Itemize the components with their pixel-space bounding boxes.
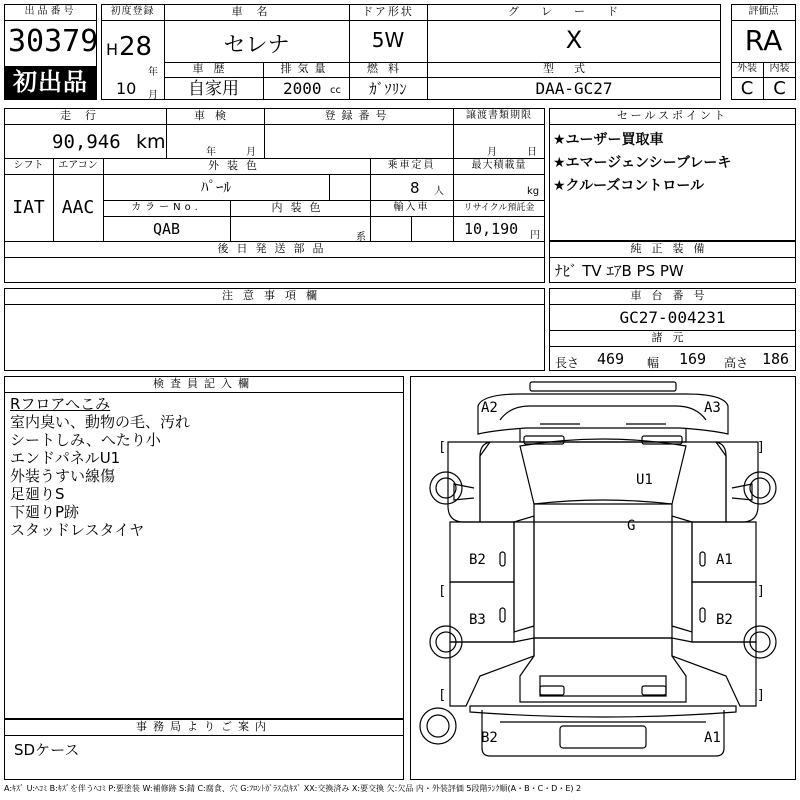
inspector-line: 足廻りS <box>10 485 65 503</box>
sales-point-2: ★エマージェンシーブレーキ <box>553 155 732 171</box>
dims-label: 諸元 <box>651 331 694 344</box>
door-label: ドア形状 <box>362 5 414 18</box>
car-outline <box>410 376 796 780</box>
inspection-year-unit: 年 <box>206 147 216 158</box>
notes-label: 注意事項欄 <box>222 289 327 302</box>
mark-front-right: A3 <box>704 400 721 416</box>
mark-rear-right: A1 <box>704 730 721 746</box>
capacity-label: 乗車定員 <box>387 160 436 171</box>
sales-point-3: ★クルーズコントロール <box>553 178 705 194</box>
door-type: 5W <box>371 28 405 52</box>
history: 自家用 <box>188 79 239 99</box>
int-color-label: 内装色 <box>271 201 329 214</box>
lot-label: 出品番号 <box>24 6 77 17</box>
width-label: 幅 <box>647 356 660 370</box>
chassis-label: 車台番号 <box>630 289 715 302</box>
equipment-value: ﾅﾋﾞ TV ｴｱB PS PW <box>555 262 684 280</box>
exterior-label: 外装 <box>737 63 757 74</box>
mark-right-front-door: A1 <box>716 552 733 568</box>
era: H <box>106 40 119 59</box>
color-no: QAB <box>152 220 181 238</box>
chassis-number: GC27-004231 <box>619 308 726 327</box>
max-load-unit: kg <box>527 186 540 197</box>
ext-color: ﾊﾟｰﾙ <box>200 178 231 196</box>
width: 169 <box>679 350 707 368</box>
mark-hood: U1 <box>636 472 653 488</box>
score-label: 評価点 <box>748 6 779 17</box>
equipment-label: 純正装備 <box>630 242 715 255</box>
inspector-line: Rフロアへこみ <box>10 395 111 413</box>
capacity-unit: 人 <box>434 186 444 197</box>
inspector-line: エンドパネルU1 <box>10 449 121 467</box>
inspector-line: 室内臭い、動物の毛、汚れ <box>10 413 191 431</box>
import-label: 輸入車 <box>393 202 430 213</box>
shift: IAT <box>12 197 45 218</box>
mark-windshield: G <box>627 518 636 534</box>
bracket-right-mid: ] <box>758 584 764 599</box>
ext-color-label: 外装色 <box>208 159 265 172</box>
bracket-right-rear: ] <box>758 688 764 703</box>
mark-left-rear-door: B3 <box>469 612 486 628</box>
exterior-grade: C <box>740 78 754 99</box>
mark-front-left: A2 <box>481 400 498 416</box>
bracket-right-front: ] <box>758 440 764 455</box>
mark-left-front-door: B2 <box>469 552 486 568</box>
legend: A:ｷｽﾞ U:ﾍｺﾐ B:ｷｽﾞを伴うﾍｺﾐ P:要塗装 W:補修跡 S:錆 C:腐食、穴 G:ﾌﾛﾝﾄｶﾞﾗｽ点ｷｽﾞ XX:交換済み X:要交換 欠:欠品 内・外装評価 5段階ﾗﾝｸ順(A・B・C・D・E) 2 <box>4 784 582 793</box>
height-label: 高さ <box>724 356 749 370</box>
history-label: 車歴 <box>192 62 235 75</box>
office-label: 事務局よりご案内 <box>136 720 272 733</box>
bracket-left-mid: [ <box>440 584 446 599</box>
lot-number: 30379 <box>8 24 99 59</box>
first-reg-label: 初度登録 <box>110 6 155 17</box>
bracket-left-front: [ <box>440 440 446 455</box>
registration-label: 登録番号 <box>324 109 393 122</box>
car-name-label: 車名 <box>231 5 282 18</box>
transfer-doc-label: 譲渡書類期限 <box>466 110 532 121</box>
grade-label: グレード <box>508 5 640 18</box>
inspector-line: シートしみ、へたり小 <box>10 431 161 449</box>
month-unit: 月 <box>148 90 158 101</box>
recycle-unit: 円 <box>530 230 540 241</box>
mileage: 90,946 <box>52 131 121 153</box>
model-code: DAA-GC27 <box>535 79 613 98</box>
sales-points-label: セールスポイント <box>616 109 728 122</box>
mark-right-rear-door: B2 <box>716 612 733 628</box>
inspection-month-unit: 月 <box>246 147 256 158</box>
inspector-line: 下廻りP跡 <box>10 503 80 521</box>
year-unit: 年 <box>148 67 158 78</box>
model-code-label: 型式 <box>543 62 605 75</box>
length: 469 <box>597 350 625 368</box>
inspector-line: スタッドレスタイヤ <box>10 521 145 539</box>
reg-year: 28 <box>119 32 153 62</box>
shift-label: シフト <box>13 160 44 171</box>
inspector-line: 外装うすい線傷 <box>10 467 116 485</box>
length-label: 長さ <box>555 356 580 370</box>
grade: X <box>565 26 583 54</box>
fuel-label: 燃料 <box>367 62 409 75</box>
car-name: セレナ <box>223 33 290 58</box>
mileage-unit: km <box>136 131 166 153</box>
bracket-left-rear: [ <box>440 688 446 703</box>
ac: AAC <box>61 197 95 218</box>
transfer-day-unit: 日 <box>527 147 537 158</box>
inspector-label: 検査員記入欄 <box>153 377 255 390</box>
displacement: 2000 <box>283 79 322 98</box>
score: RA <box>744 24 783 57</box>
interior-label: 内装 <box>769 63 790 74</box>
recycle: 10,190 <box>464 220 519 238</box>
fuel: ｶﾞｿﾘﾝ <box>369 80 407 98</box>
inspection-label: 車検 <box>194 109 236 122</box>
capacity: 8 <box>410 179 420 197</box>
office-line: SDケース <box>14 741 80 759</box>
mileage-label: 走行 <box>60 109 110 122</box>
first-listing-badge: 初出品 <box>5 66 96 99</box>
parts-label: 後日発送部品 <box>217 242 332 255</box>
reg-month: 10 <box>116 79 137 98</box>
mark-rear-left: B2 <box>481 730 498 746</box>
sales-point-1: ★ユーザー買取車 <box>553 132 664 148</box>
transfer-month-unit: 月 <box>487 147 497 158</box>
max-load-label: 最大積載量 <box>471 160 527 171</box>
interior-grade: C <box>773 78 786 99</box>
height: 186 <box>762 350 790 368</box>
displacement-label: 排気量 <box>280 62 332 75</box>
int-color-unit: 系 <box>356 232 366 243</box>
inspector-notes <box>10 395 190 539</box>
ac-label: エアコン <box>58 160 98 171</box>
color-no-label: カラーNo. <box>131 202 202 213</box>
displacement-unit: cc <box>330 85 341 96</box>
recycle-label: リサイクル預託金 <box>463 203 535 213</box>
